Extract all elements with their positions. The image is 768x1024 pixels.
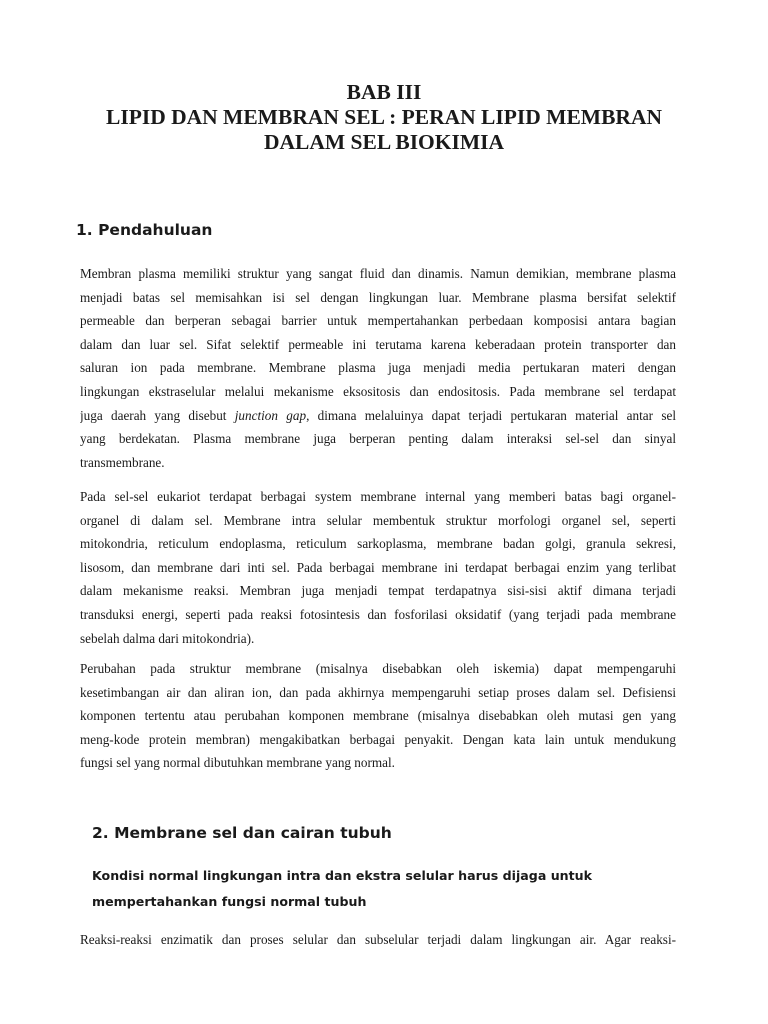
paragraph-line: Reaksi-reaksi enzimatik dan proses selular dan subselular terjadi dalam lingkungan air. Agar reaksi- bbox=[80, 932, 676, 947]
paragraph-line: transmembrane. bbox=[80, 454, 165, 470]
chapter-title bbox=[60, 80, 708, 155]
subsection-heading bbox=[92, 863, 692, 915]
paragraph-line: fungsi sel yang normal dibutuhkan membrane yang normal. bbox=[80, 755, 395, 771]
paragraph-line: lingkungan ekstraselular melalui mekanisme eksositosis dan endositosis. Pada membrane sel terdapat bbox=[80, 383, 676, 399]
paragraph-line: Pada sel-sel eukariot terdapat berbagai system membrane internal yang memberi batas bagi organel- bbox=[80, 489, 676, 504]
chapter-number: BAB III bbox=[346, 80, 422, 104]
paragraph-line: transduksi energi, seperti pada reaksi fotosintesis dan fosforilasi oksidatif (yang terjadi pada membrane bbox=[80, 606, 676, 622]
paragraph-line: saluran ion pada membrane. Membrane plasma juga menjadi media pertukaran materi dengan bbox=[80, 360, 676, 376]
paragraph-line: organel di dalam sel. Membrane intra selular membentuk struktur morfologi organel sel, seperti bbox=[80, 512, 676, 528]
italic-term: junction gap bbox=[234, 407, 307, 423]
paragraph-line: yang berdekatan. Plasma membrane juga berperan penting dalam interaksi sel-sel dan sinyal bbox=[80, 431, 676, 447]
paragraph-line: juga daerah yang disebut junction gap, dimana melaluinya dapat terjadi pertukaran material antar sel bbox=[80, 407, 676, 423]
chapter-title-line-1: LIPID DAN MEMBRAN SEL : PERAN LIPID MEMBRAN bbox=[105, 105, 663, 129]
subsection-heading-line: Kondisi normal lingkungan intra dan ekstra selular harus dijaga untuk bbox=[92, 868, 592, 883]
paragraph bbox=[80, 657, 676, 775]
paragraph-line: kesetimbangan air dan aliran ion, dan pada akhirnya mempengaruhi setiap proses dalam sel. Defisiensi bbox=[80, 684, 676, 700]
section-heading-pendahuluan: 1. Pendahuluan bbox=[76, 221, 213, 239]
chapter-title-line-2: DALAM SEL BIOKIMIA bbox=[263, 130, 505, 154]
paragraph-line: meng-kode protein membran) mengakibatkan berbagai penyakit. Dengan kata lain untuk mendukung bbox=[80, 731, 676, 747]
paragraph-line: komponen tertentu atau perubahan komponen membrane (misalnya disebabkan oleh mutasi gen yang bbox=[80, 708, 676, 724]
paragraph-line: sebelah dalma dari mitokondria). bbox=[80, 630, 255, 646]
paragraph-line: Perubahan pada struktur membrane (misalnya disebabkan oleh iskemia) dapat mempengaruhi bbox=[80, 661, 676, 676]
paragraph-line: mitokondria, reticulum endoplasma, reticulum sarkoplasma, membrane badan golgi, granula sekresi, bbox=[80, 536, 676, 552]
paragraph-line: dalam mekanisme reaksi. Membran juga menjadi tempat terdapatnya sisi-sisi aktif dimana terjadi bbox=[80, 583, 676, 599]
subsection-heading-line: mempertahankan fungsi normal tubuh bbox=[92, 894, 367, 909]
paragraph bbox=[80, 262, 676, 474]
paragraph-line: Membran plasma memiliki struktur yang sangat fluid dan dinamis. Namun demikian, membrane plasma bbox=[80, 266, 676, 281]
paragraph bbox=[80, 928, 676, 952]
paragraph-line: dalam dan luar sel. Sifat selektif permeable ini terutama karena keberadaan protein transporter dan bbox=[80, 336, 676, 352]
paragraph-line: lisosom, dan membrane dari inti sel. Pada berbagai membrane ini terdapat berbagai enzim yang terlibat bbox=[80, 559, 676, 575]
section-heading-membrane-sel: 2. Membrane sel dan cairan tubuh bbox=[92, 824, 392, 842]
paragraph bbox=[80, 485, 676, 650]
paragraph-line: menjadi batas sel memisahkan isi sel dengan lingkungan luar. Membrane plasma bersifat selektif bbox=[80, 289, 676, 305]
paragraph-line: permeable dan berperan sebagai barrier untuk mempertahankan perbedaan komposisi antara bagian bbox=[80, 313, 676, 329]
